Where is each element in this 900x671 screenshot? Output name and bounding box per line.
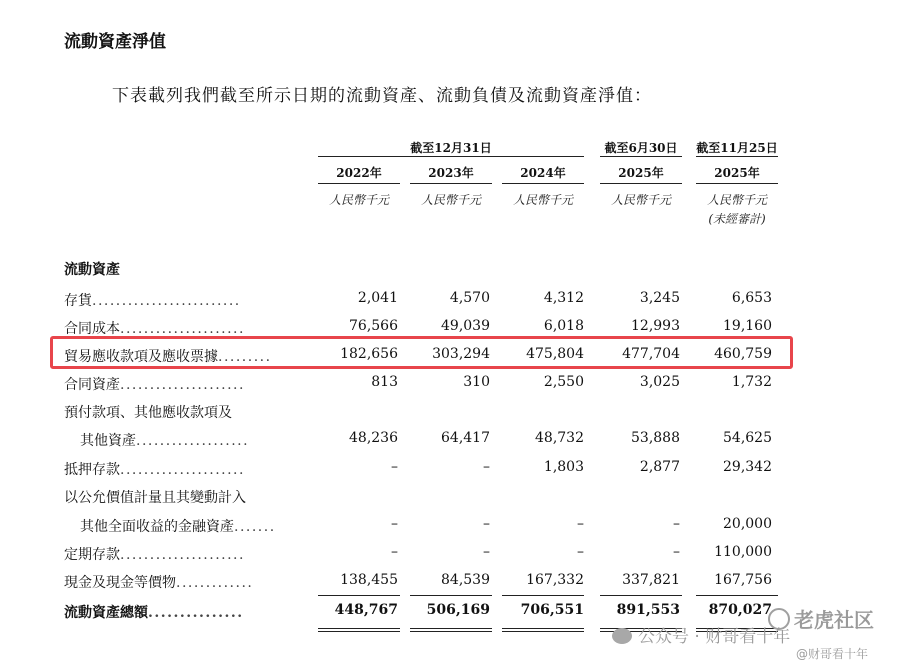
row-label-text: 貿易應收款項及應收票據 xyxy=(64,349,218,365)
unit-label: 人民幣千元 xyxy=(512,193,573,207)
year-rule-4 xyxy=(600,183,682,184)
year-rule-5 xyxy=(696,183,778,184)
leader-dots: ............... xyxy=(148,605,244,621)
year-header-2025-jun: 2025年 xyxy=(618,166,664,180)
subtotal-rule xyxy=(502,595,584,596)
cell-value: – xyxy=(577,516,584,532)
header-rule-group2 xyxy=(600,156,682,157)
row-label-contract-assets xyxy=(64,374,245,394)
watermark-community: 老虎社区 xyxy=(768,604,874,633)
year-header-2025-nov: 2025年 xyxy=(714,166,760,180)
header-rule-group1 xyxy=(318,156,584,157)
unaudited-label: (未經審計) xyxy=(708,212,766,226)
year-header-2022: 2022年 xyxy=(336,166,382,180)
row-label-text: 其他資產 xyxy=(80,433,136,449)
watermark-handle: @财哥看十年 xyxy=(796,647,869,661)
subtotal-rule xyxy=(600,595,682,596)
cell-value: 2,877 xyxy=(639,459,680,475)
double-rule xyxy=(410,628,492,629)
row-label-text: 合同資產 xyxy=(64,377,120,393)
cell-value: – xyxy=(673,544,680,560)
cell-value: 475,804 xyxy=(526,346,584,362)
subtotal-rule xyxy=(696,595,778,596)
cell-value: 53,888 xyxy=(631,430,680,446)
cell-value: 4,570 xyxy=(449,290,490,306)
row-label-prepayments-line2 xyxy=(80,430,249,450)
row-label-contract-costs xyxy=(64,318,245,338)
cell-value: 813 xyxy=(371,374,398,390)
cell-value: – xyxy=(391,544,398,560)
cell-value: – xyxy=(483,544,490,560)
cell-value: 138,455 xyxy=(340,572,398,588)
leader-dots: ............. xyxy=(176,575,254,591)
cell-value: 1,732 xyxy=(731,374,772,390)
cell-value: 303,294 xyxy=(432,346,490,362)
leader-dots: ......... xyxy=(218,349,272,365)
leader-dots: ..................... xyxy=(120,462,245,478)
cell-value: 870,027 xyxy=(708,602,772,618)
cell-value: 4,312 xyxy=(543,290,584,306)
unit-label: 人民幣千元 xyxy=(328,193,389,207)
cell-value: – xyxy=(483,516,490,532)
cell-value: 2,550 xyxy=(543,374,584,390)
cell-value: 460,759 xyxy=(714,346,772,362)
header-group-nov25: 截至11月25日 xyxy=(696,141,778,155)
cell-value: 448,767 xyxy=(334,602,398,618)
cell-value: – xyxy=(577,544,584,560)
double-rule xyxy=(502,631,584,632)
cell-value: – xyxy=(391,459,398,475)
cell-value: – xyxy=(673,516,680,532)
cell-value: 182,656 xyxy=(340,346,398,362)
leader-dots: ....... xyxy=(234,519,276,535)
cell-value: 64,417 xyxy=(441,430,490,446)
intro-text: 下表載列我們截至所示日期的流動資產、流動負債及流動資產淨值： xyxy=(112,86,652,106)
subtotal-rule xyxy=(410,595,492,596)
cell-value: – xyxy=(391,516,398,532)
row-label-cash-equivalents xyxy=(64,572,253,592)
year-header-2023: 2023年 xyxy=(428,166,474,180)
year-rule-2 xyxy=(410,183,492,184)
row-label-total xyxy=(64,602,244,622)
cell-value: 706,551 xyxy=(520,602,584,618)
leader-dots: ..................... xyxy=(120,321,245,337)
cell-value: – xyxy=(483,459,490,475)
cell-value: 477,704 xyxy=(622,346,680,362)
row-label-fvoci-line2 xyxy=(80,516,276,536)
cell-value: 3,245 xyxy=(639,290,680,306)
row-label-text: 以公允價值計量且其變動計入 xyxy=(64,490,246,506)
cell-value: 167,332 xyxy=(526,572,584,588)
leader-dots: ..................... xyxy=(120,377,245,393)
cell-value: 48,236 xyxy=(349,430,398,446)
year-rule-3 xyxy=(502,183,584,184)
cell-value: 49,039 xyxy=(441,318,490,334)
cell-value: 84,539 xyxy=(441,572,490,588)
cell-value: 19,160 xyxy=(723,318,772,334)
cell-value: 29,342 xyxy=(723,459,772,475)
cell-value: 2,041 xyxy=(357,290,398,306)
row-label-text: 存貨 xyxy=(64,293,92,309)
unit-label: 人民幣千元 xyxy=(610,193,671,207)
row-label-text: 現金及現金等價物 xyxy=(64,575,176,591)
cell-value: 506,169 xyxy=(426,602,490,618)
cell-value: 891,553 xyxy=(616,602,680,618)
row-label-text: 預付款項、其他應收款項及 xyxy=(64,405,232,421)
cell-value: 3,025 xyxy=(639,374,680,390)
double-rule xyxy=(318,628,400,629)
header-group-dec31: 截至12月31日 xyxy=(410,141,492,155)
row-label-pledged-deposits xyxy=(64,459,245,479)
row-label-time-deposits xyxy=(64,544,245,564)
cell-value: 310 xyxy=(463,374,490,390)
row-label-fvoci-line1 xyxy=(64,487,246,507)
wechat-icon xyxy=(612,628,632,644)
row-label-text: 其他全面收益的金融資產 xyxy=(80,519,234,535)
current-assets-heading: 流動資產 xyxy=(64,262,120,278)
row-label-text: 抵押存款 xyxy=(64,462,120,478)
year-header-2024: 2024年 xyxy=(520,166,566,180)
row-label-text: 流動資產總額 xyxy=(64,605,148,621)
cell-value: 337,821 xyxy=(622,572,680,588)
cell-value: 167,756 xyxy=(714,572,772,588)
header-rule-group3 xyxy=(696,156,778,157)
cell-value: 12,993 xyxy=(631,318,680,334)
leader-dots: ......................... xyxy=(92,293,241,309)
double-rule xyxy=(318,631,400,632)
leader-dots: ..................... xyxy=(120,547,245,563)
cell-value: 110,000 xyxy=(714,544,772,560)
unit-label: 人民幣千元 xyxy=(420,193,481,207)
year-rule-1 xyxy=(318,183,400,184)
row-label-text: 合同成本 xyxy=(64,321,120,337)
leader-dots: ................... xyxy=(136,433,250,449)
row-label-text: 定期存款 xyxy=(64,547,120,563)
cell-value: 6,653 xyxy=(731,290,772,306)
subtotal-rule xyxy=(318,595,400,596)
cell-value: 54,625 xyxy=(723,430,772,446)
cell-value: 48,732 xyxy=(535,430,584,446)
double-rule xyxy=(502,628,584,629)
double-rule xyxy=(410,631,492,632)
highlight-box xyxy=(50,336,793,369)
cell-value: 6,018 xyxy=(543,318,584,334)
row-label-prepayments-line1 xyxy=(64,402,232,422)
cell-value: 76,566 xyxy=(349,318,398,334)
row-label-inventories xyxy=(64,290,241,310)
section-title: 流動資產淨值 xyxy=(64,32,166,52)
header-group-jun30: 截至6月30日 xyxy=(604,141,678,155)
watermark-account: 公众号 · 财哥看十年 xyxy=(612,622,790,647)
unit-label: 人民幣千元 xyxy=(706,193,767,207)
cell-value: 1,803 xyxy=(543,459,584,475)
cell-value: 20,000 xyxy=(723,516,772,532)
